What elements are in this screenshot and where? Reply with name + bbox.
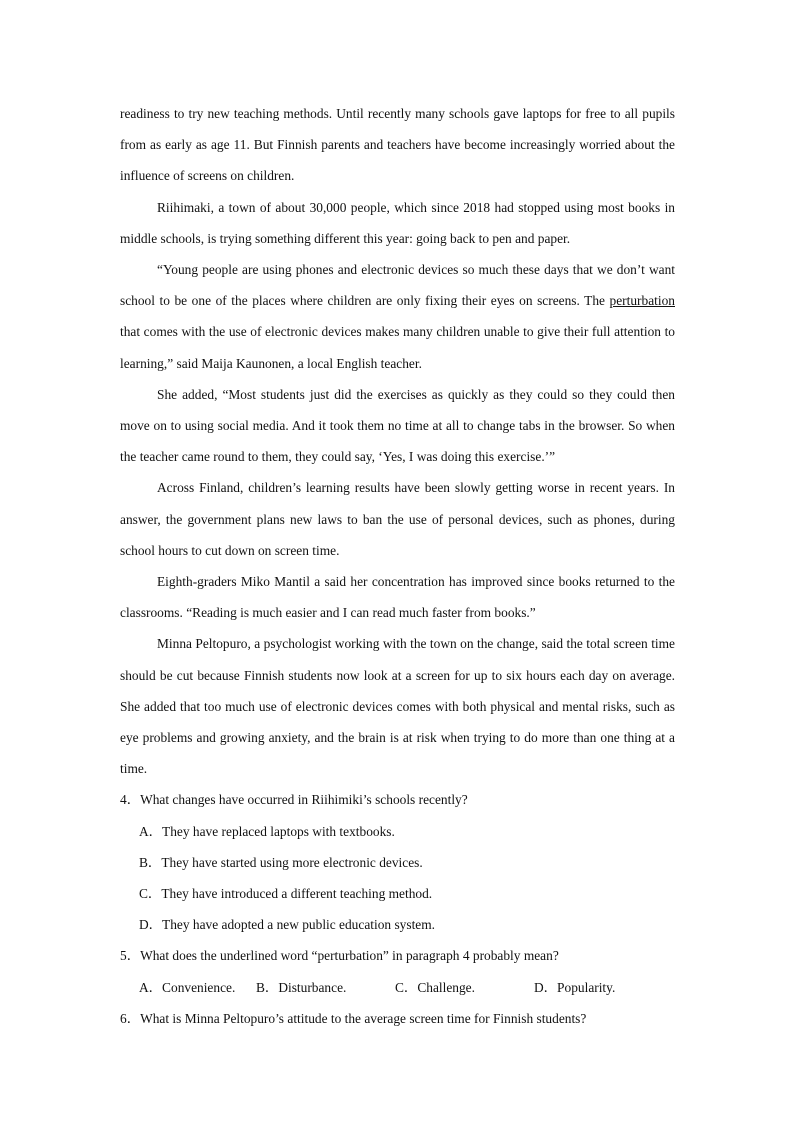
question-4-option-c: C．They have introduced a different teaching method. bbox=[139, 886, 433, 902]
passage-paragraph-she-added: She added, “Most students just did the exercises as quickly as they could so they could then move on to using social media. And it took them no time at all to change tabs in the browser. So when the teacher came round to them, they could say, ‘Yes, I was doing this exercise.’” bbox=[120, 386, 675, 465]
question-5-stem: 5．What does the underlined word “perturbation” in paragraph 4 probably mean? bbox=[120, 948, 559, 964]
passage-paragraph-riihimaki: Riihimaki, a town of about 30,000 people, which since 2018 had stopped using most books in middle schools, is trying something different this year: going back to pen and paper. bbox=[120, 199, 675, 246]
question-4-option-a: A．They have replaced laptops with textbooks. bbox=[139, 823, 395, 839]
passage-paragraph-psychologist: Minna Peltopuro, a psychologist working with the town on the change, said the total screen time should be cut because Finnish students now look at a screen for up to six hours each day on average. She added that too much use of electronic devices comes with both physical and mental risks, such as eye problems and growing anxiety, and the brain is at risk when trying to do more than one thing at a time. bbox=[120, 636, 675, 777]
question-5-option-d: D．Popularity. bbox=[534, 979, 616, 995]
quote-part-2: that comes with the use of electronic devices makes many children unable to give their full attention to learning,” said Maija Kaunonen, a local English teacher. bbox=[120, 324, 675, 371]
question-5-option-c: C．Challenge. bbox=[395, 979, 475, 995]
passage-paragraph-quote-teacher bbox=[120, 254, 675, 379]
question-4-option-b: B．They have started using more electronic devices. bbox=[139, 854, 423, 870]
passage-paragraph-eighth-graders: Eighth-graders Miko Mantil a said her concentration has improved since books returned to the classrooms. “Reading is much easier and I can read much faster from books.” bbox=[120, 574, 675, 621]
question-5-options bbox=[120, 972, 675, 1003]
question-5-option-a: A．Convenience. bbox=[139, 979, 236, 995]
underlined-word: perturbation bbox=[609, 293, 675, 309]
quote-part-1: “Young people are using phones and electronic devices so much these days that we don’t want school to be one of the places where children are only fixing their eyes on screens. The bbox=[120, 262, 675, 309]
question-6-stem: 6．What is Minna Peltopuro’s attitude to the average screen time for Finnish students? bbox=[120, 1010, 587, 1026]
document-page bbox=[120, 98, 675, 1034]
passage-paragraph-across-finland: Across Finland, children’s learning results have been slowly getting worse in recent years. In answer, the government plans new laws to ban the use of personal devices, such as phones, during school hours to cut down on screen time. bbox=[120, 480, 675, 558]
question-4-stem: 4．What changes have occurred in Riihimiki’s schools recently? bbox=[120, 792, 468, 808]
question-4-option-d: D．They have adopted a new public education system. bbox=[139, 917, 435, 933]
question-5-option-b: B．Disturbance. bbox=[256, 979, 347, 995]
passage-paragraph-continued: readiness to try new teaching methods. Until recently many schools gave laptops for free to all pupils from as early as age 11. But Finnish parents and teachers have become increasingly worried about the influence of screens on children. bbox=[120, 106, 675, 184]
